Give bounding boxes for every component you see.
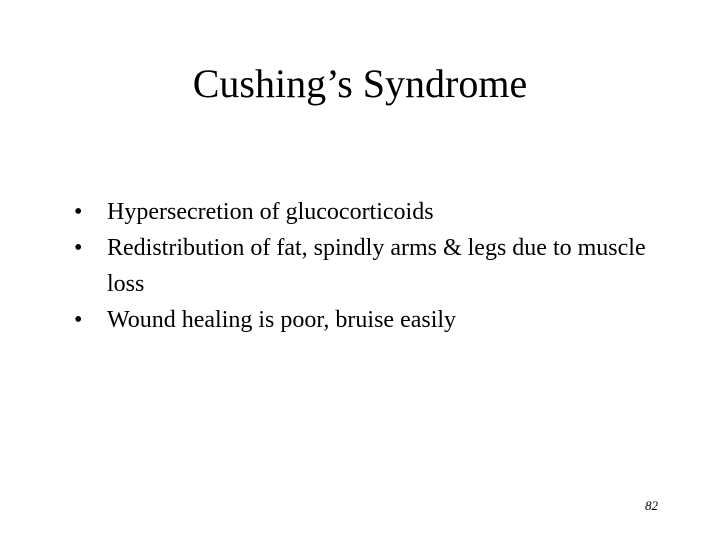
bullet-item xyxy=(74,230,674,302)
page-number: 82 xyxy=(645,498,658,513)
bullet-symbol: • xyxy=(74,307,83,333)
bullet-list xyxy=(74,194,674,338)
bullet-item xyxy=(74,302,674,338)
bullet-symbol: • xyxy=(74,199,83,225)
bullet-item xyxy=(74,194,674,230)
slide-title: Cushing’s Syndrome xyxy=(192,61,528,106)
bullet-text: Redistribution of fat, spindly arms & legs due to muscle loss xyxy=(107,235,646,297)
bullet-symbol: • xyxy=(74,235,83,261)
bullet-text: Wound healing is poor, bruise easily xyxy=(107,307,457,333)
bullet-text: Hypersecretion of glucocorticoids xyxy=(107,199,434,225)
